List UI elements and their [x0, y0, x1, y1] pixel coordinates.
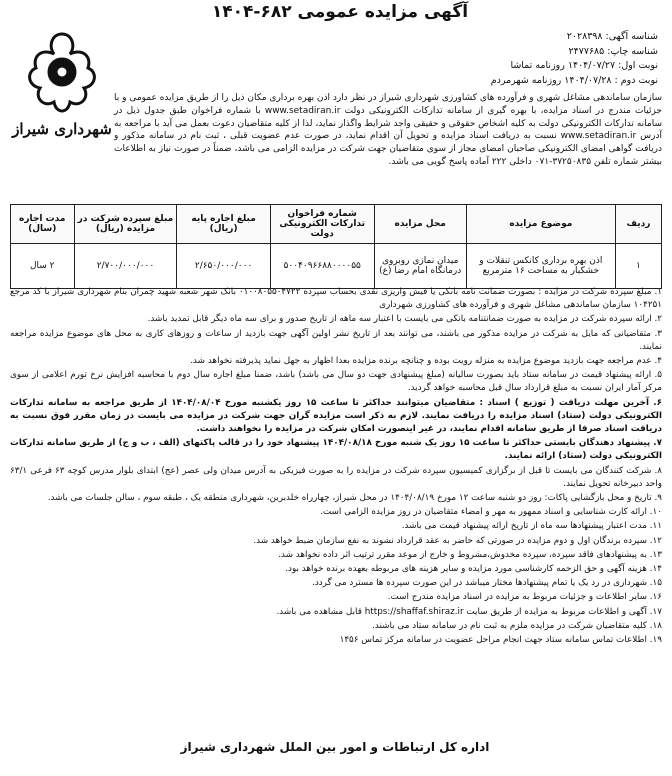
shiraz-municipality-logo — [10, 22, 115, 142]
cell-row-number: ۱ — [615, 244, 661, 289]
clause-item: ۱۲. سپرده برندگان اول و دوم مزایده در صورتی که حاضر به عقد قرارداد نشوند به نفع سازمان ضبط خواهد شد. — [253, 535, 662, 546]
cell-lease-term: ۲ سال — [11, 244, 75, 289]
clause-item: ۱۵. شهرداری در رد یک یا تمام پیشنهادها مختار میباشد در این صورت سپرده ها مسترد می گردد. — [312, 578, 662, 589]
clause-item: ۴. عدم مراجعه جهت بازدید موضوع مزایده به منزله رویت بوده و چنانچه برنده مزایده بعدا اظهار به جهل نماید پذیرفته نخواهد شد. — [190, 356, 662, 367]
logo-flower-icon — [30, 34, 95, 111]
clause-item: ۲. ارائه سپرده شرکت در مزایده به صورت ضمانتنامه بانکی می بایست با اعتبار سه ماهه از تاریخ صدور و برای سه ماه دیگر قابل تمدید باشد. — [147, 314, 662, 325]
cell-call-number: ۵۰۰۴۰۹۶۶۸۸۰۰۰۰۵۵ — [270, 244, 374, 289]
meta-line: نوبت دوم : ۱۴۰۴/۰۷/۲۸ روزنامه شهرمردم — [490, 74, 658, 86]
clause-item: ۵. ارائه پیشنهاد قیمت در سامانه ستاد باید بصورت سالیانه (مبلغ پیشنهادی جهت دو سال می باشد) باشد، ضمنا مبلغ اجاره سال دوم با محاسبه افزایش نرخ تورم اعلامی از سوی مرکز آمار ایران نسبت به مبلغ قرارداد سال قبل محاسبه خواهد گردید. — [10, 370, 662, 394]
clause-item: ۸. شرکت کنندگان می بایست تا قبل از برگزاری کمیسیون سپرده شرکت در مزایده را به صورت فیزیکی به آدرس میدان ولی عصر (عج) ابتدای بلوار مدرس کوچه ۶۳ فرعی ۶۳/۱ واحد دبیرخانه تحویل نمایند. — [10, 465, 662, 489]
auction-table — [10, 204, 662, 289]
clause-item: ۱. مبلغ سپرده شرکت در مزایده : بصورت ضمانت نامه بانکی یا فیش واریزی نقدی بحساب سپرده ۰۱۰۰۸۰۵۵۰۴۷۲۲ بانک شهر شعبه شهید چمران بنام شهرداری شیراز با کد مرجع ۱۰۴۲۵۱ سازمان ساماندهی مشاغل شهری و فرآورده های کشاورزی شهرداری — [10, 287, 662, 311]
header-subject: موضوع مزایده — [466, 205, 615, 244]
header-location: محل مزایده — [374, 205, 466, 244]
header-lease-term: مدت اجاره (سال) — [11, 205, 75, 244]
table-row — [11, 244, 662, 289]
header-base-rent: مبلغ اجاره پایه (ریال) — [177, 205, 270, 244]
logo-caption: شهرداری شیراز — [12, 120, 112, 138]
clause-item: ۳. متقاضیانی که مایل به شرکت در مزایده مذکور می باشند، می توانند بعد از تاریخ نشر اولین آگهی جهت بازدید از ساعات و روزهای کاری به محل های موضوع مزایده مراجعه نمایند. — [10, 328, 662, 352]
clauses-list — [10, 286, 662, 648]
cell-deposit: ۲/۷۰۰/۰۰۰/۰۰۰ — [74, 244, 177, 289]
cell-base-rent: ۲/۶۵۰/۰۰۰/۰۰۰ — [177, 244, 270, 289]
header-row-number: ردیف — [615, 205, 661, 244]
clause-item: ۶. آخرین مهلت دریافت ( توزیع ) اسناد : متقاضیان میتوانند حداکثر تا ساعت ۱۵ روز یکشنبه مورخ ۱۴۰۴/۰۸/۰۴ از طریق مراجعه به سامانه تدارکات الکترونیکی دولت (ستاد) اسناد مزایده را دریافت نمایند. لازم به ذکر است مزایده گران جهت شرکت در مزایده می بایست در زمان مقرر فوق نسبت به دریافت اسناد صرفا از طریق سامانه اقدام نمایند، در غیر اینصورت امکان شرکت در مزایده را نخواهند داشت. — [10, 397, 662, 435]
clause-item: ۹. تاریخ و محل بازگشایی پاکات: روز دو شنبه ساعت ۱۲ مورخ ۱۴۰۴/۰۸/۱۹ در محل شیراز، چهارراه خلدبرین، شهرداری منطقه یک ، طبقه سوم ، سالن جلسات می باشد. — [47, 493, 662, 504]
footer-signature: اداره کل ارتباطات و امور بین الملل شهرداری شیراز — [180, 740, 490, 754]
cell-subject: اذن بهره برداری کانکس تنقلات و خشکبار به مساحت ۱۶ مترمربع — [466, 244, 615, 289]
clause-item: ۱۶. سایر اطلاعات و جزئیات مربوط به مزایده در اسناد مزایده مندرج است. — [387, 592, 662, 603]
cell-location: میدان نمازی روبروی درمانگاه امام رضا (ع) — [374, 244, 466, 289]
header-call-number: شماره فراخوان تدارکات الکترونیکی دولت — [270, 205, 374, 244]
header-deposit: مبلغ سپرده شرکت در مزایده (ریال) — [74, 205, 177, 244]
clause-item: ۱۰. ارائه کارت شناسایی و اسناد ممهور به مهر و امضاء متقاضیان در روز مزایده الزامی است. — [320, 507, 662, 518]
notice-meta — [328, 30, 658, 88]
page-title: آگهی مزایده عمومی ۶۸۲-۱۴۰۴ — [211, 2, 469, 22]
table-header-row — [11, 205, 662, 244]
clause-item: ۱۹. اطلاعات تماس سامانه ستاد جهت انجام مراحل عضویت در سامانه مرکز تماس ۱۴۵۶ — [339, 635, 662, 646]
meta-line: نوبت اول: ۱۴۰۴/۰۷/۲۷ روزنامه تماشا — [510, 60, 658, 71]
intro-paragraph: سازمان ساماندهی مشاغل شهری و فرآورده های کشاورزی شهرداری شیراز در نظر دارد اذن بهره برداری مکان ذیل را از طریق مزایده عمومی و با جزئیات مندرج در اسناد مزایده، با بهره گیری از سامانه تدارکات الکترونیکی دولت www.setadiran.ir با شماره فراخوان طبق جدول ذیل در سامانه تدارکات الکترونیکی دولت به کلیه اشخاص حقوقی و حقیقی واجد شرایط واگذار نماید، لذا از کلیه متقاضیان دعوت بعمل می آید با مراجعه به آدرس www.setadiran.ir نسبت به دریافت اسناد مزایده و تحویل آن اقدام نماید، در صورت عدم عضویت قبلی ، ثبت نام در سامانه مذکور و دریافت گواهی امضای الکترونیکی صاحبان امضای مجاز از سوی متقاضیان جهت شرکت در مزایده الزامی می باشد، ضمناً در صورت نیاز به اطلاعات بیشتر شماره تلفن ۳۷۲۵۰۸۳۵-۰۷۱ داخلی ۲۲۲ آماده پاسخ گویی می باشد. — [114, 93, 662, 167]
clause-item: ۱۷. آگهی و اطلاعات مربوط به مزایده از طریق سایت https://shaffaf.shiraz.ir قابل مشاهده می باشد. — [276, 606, 662, 617]
clause-item: ۱۴. هزینه آگهی و حق الزحمه کارشناسی مورد مزایده و سایر هزینه های مربوطه بعهده برنده خواهد بود. — [285, 564, 662, 575]
clause-item: ۱۸. کلیه متقاضیان شرکت در مزایده ملزم به ثبت نام در سامانه ستاد می باشند. — [372, 620, 662, 631]
meta-line: شناسه آگهی: ۲۰۲۸۳۹۸ — [566, 31, 658, 42]
clause-item: ۷. پیشنهاد دهندگان بایستی حداکثر تا ساعت ۱۵ روز یک شنبه مورخ ۱۴۰۴/۰۸/۱۸ پیشنهاد خود را در قالب پاکتهای (الف ، ب و ج) از طریق سامانه تدارکات الکترونیکی دولت (ستاد) ارائه نمایند. — [10, 438, 662, 462]
clause-item: ۱۳. به پیشنهادهای فاقد سپرده، سپرده مخدوش،مشروط و خارج از موعد مقرر ترتیب اثر داده نخواهد شد. — [278, 549, 662, 560]
meta-line: شناسه چاپ: ۲۴۷۷۶۸۵ — [568, 45, 658, 57]
clause-item: ۱۱. مدت اعتبار پیشنهادها سه ماه از تاریخ ارائه پیشنهاد قیمت می باشد. — [401, 521, 662, 532]
